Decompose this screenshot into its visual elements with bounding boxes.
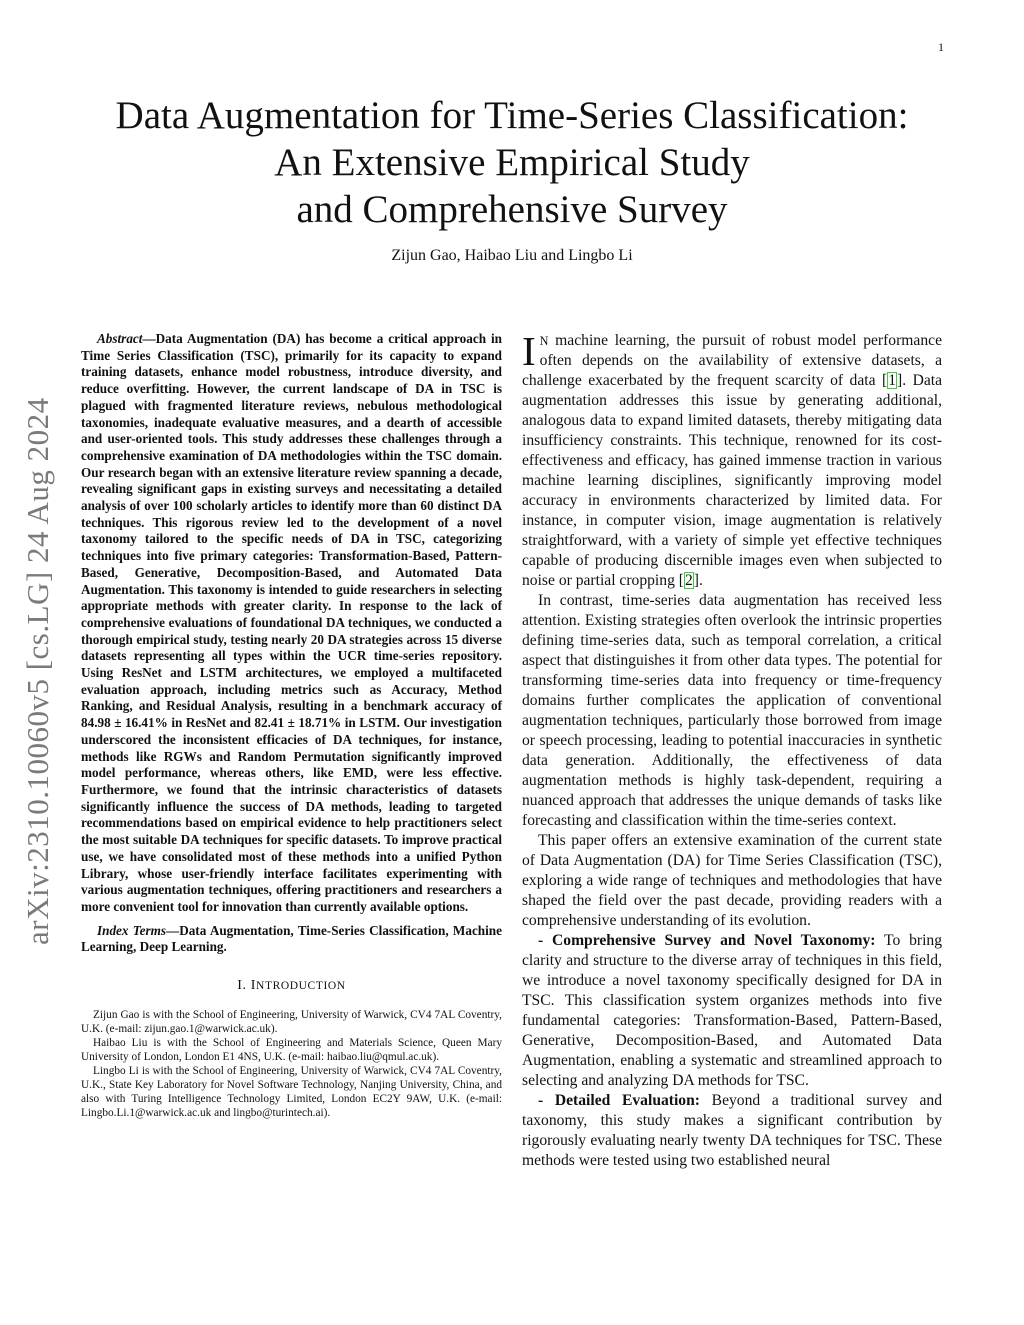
arxiv-identifier[interactable]: arXiv:2310.10060v5 [cs.LG] 24 Aug 2024	[20, 397, 55, 945]
page-number: 1	[938, 40, 944, 54]
contribution-heading-taxonomy: - Comprehensive Survey and Novel Taxonomy:	[538, 932, 876, 949]
section-title-rest: NTRODUCTION	[256, 980, 346, 993]
section-title-initial: I	[250, 978, 257, 994]
intro-paragraph-5	[522, 1091, 942, 1171]
paper-title-line-1: Data Augmentation for Time-Series Classification:	[115, 94, 909, 137]
intro-paragraph-3: This paper offers an extensive examination of the current state of Data Augmentation (DA) for Time Series Classification (TSC), exploring a wide range of techniques and methodologies that have shaped the field over the past decade, providing readers with a comprehensive understanding of its evolution.	[522, 832, 942, 929]
index-terms-text: —Data Augmentation, Time-Series Classification, Machine Learning, Deep Learning.	[81, 922, 502, 955]
abstract	[81, 331, 502, 916]
section-number: I.	[237, 978, 247, 994]
abstract-text: —Data Augmentation (DA) has become a critical approach in Time Series Classification (TSC), primarily for its capacity to expand training datasets, enhance model robustness, introduce diversity, and reduce overfitting. However, the current landscape of DA in TSC is plagued with fragmented literature reviews, nebulous methodological taxonomies, inadequate evaluative measures, and a dearth of accessible and user-oriented tools. This study addresses these challenges through a comprehensive examination of DA methodologies within the TSC domain. Our research began with an extensive literature review spanning a decade, revealing significant gaps in existing surveys and necessitating a detailed analysis of over 100 scholarly articles to identify more than 60 distinct DA techniques. This rigorous review led to the development of a novel taxonomy tailored to the specific needs of DA in TSC, categorizing techniques into five primary categories: Transformation-Based, Pattern-Based, Generative, Decomposition-Based, and Automated Data Augmentation. This taxonomy is intended to guide researchers in selecting appropriate methods with greater clarity. In response to the lack of comprehensive evaluations of foundational DA techniques, we conducted a thorough empirical study, testing nearly 20 DA strategies across 15 diverse datasets representing all types within the UCR time-series repository. Using ResNet and LSTM architectures, we employed a multifaceted evaluation approach, including metrics such as Accuracy, Method Ranking, and Residual Analysis, resulting in a benchmark accuracy of 84.98 ± 16.41% in ResNet and 82.41 ± 18.71% in LSTM. Our investigation underscored the inconsistent efficacies of DA techniques, for instance, methods like RGWs and Random Permutation significantly improved model performance, whereas others, like EMD, were less effective. Furthermore, we found that the intrinsic characteristics of datasets significantly influence the success of DA methods, leading to targeted recommendations based on empirical evidence to help practitioners select the most suitable DA techniques for specific datasets. To improve practical use, we have consolidated most of these methods into a unified Python Library, whose user-friendly interface facilitates experimenting with various augmentation techniques, offering practitioners and researchers a more convenient tool for innovation than currently available options.	[81, 331, 502, 914]
citation-link-1[interactable]: 1	[888, 372, 896, 389]
contribution-text-taxonomy: To bring clarity and structure to the diverse array of techniques in this field, we introduce a novel taxonomy specifically designed for DA in TSC. This classification system organizes methods into five fundamental categories: Transformation-Based, Pattern-Based, Generative, Decomposition-Based, and Automated Data Augmentation, enabling a systematic and streamlined approach to selecting and analyzing DA methods for TSC.	[522, 932, 942, 1089]
intro-p1-text-end: ].	[693, 572, 703, 589]
paper-authors: Zijun Gao, Haibao Liu and Lingbo Li	[391, 247, 633, 264]
intro-smallcaps: N	[539, 334, 549, 348]
index-terms	[81, 923, 502, 956]
footnote-author-1: Zijun Gao is with the School of Engineering, University of Warwick, CV4 7AL Coventry, U.K. (e-mail: zijun.gao.1@warwick.ac.uk).	[81, 1009, 502, 1036]
footnote-author-3: Lingbo Li is with the School of Engineering, University of Warwick, CV4 7AL Coventry, U.K., State Key Laboratory for Novel Software Technology, Nanjing University, China, and also with Turing Intelligence Technology Limited, London EC2Y 9AW, U.K. (e-mail: Lingbo.Li.1@warwick.ac.uk and lingbo@turintech.ai).	[81, 1065, 502, 1120]
drop-cap: I	[522, 328, 536, 374]
section-heading-introduction	[81, 978, 502, 994]
contribution-text-evaluation: Beyond a traditional survey and taxonomy, this study makes a significant contribution by rigorously evaluating nearly twenty DA techniques for TSC. These methods were tested using two established neural	[522, 1092, 943, 1169]
intro-p1-text-b: ]. Data augmentation addresses this issue by generating additional, analogous data to expand limited datasets, thereby mitigating data insufficiency constraints. This technique, renowned for its cost-effectiveness and efficacy, has gained immense traction in various machine learning disciplines, significantly improving model accuracy in environments characterized by limited data. For instance, in computer vision, image augmentation is relatively straightforward, with a variety of simple yet effective techniques capable of producing discernible images even when subjected to noise or partial cropping [	[522, 372, 942, 589]
footnote-author-2: Haibao Liu is with the School of Engineering and Materials Science, Queen Mary University of London, London E1 4NS, U.K. (e-mail: haibao.liu@qmul.ac.uk).	[81, 1037, 502, 1064]
contribution-heading-evaluation: - Detailed Evaluation:	[538, 1092, 700, 1109]
intro-paragraph-4	[522, 931, 942, 1091]
right-column	[522, 328, 943, 1171]
intro-paragraph-2: In contrast, time-series data augmentation has received less attention. Existing strategies often overlook the intrinsic properties defining time-series data, such as temporal correlation, a critical aspect that distinguishes it from other data types. The potential for transforming time-series data into frequency or time-frequency domains further complicates the application of conventional augmentation techniques, particularly those borrowed from image or speech processing, leading to potential inaccuracies in synthetic data generation. Additionally, the effectiveness of data augmentation methods is highly task-dependent, requiring a nuanced approach that addresses the unique demands of tasks like forecasting and classification within the time-series context.	[522, 592, 942, 829]
paper-title-line-3: and Comprehensive Survey	[296, 188, 728, 231]
paper-title-line-2: An Extensive Empirical Study	[274, 141, 750, 184]
title-block	[0, 92, 1024, 265]
citation-link-2[interactable]: 2	[684, 572, 693, 589]
intro-p1-text-a: machine learning, the pursuit of robust model performance often depends on the availability of extensive datasets, a challenge exacerbated by the frequent scarcity of data [	[522, 332, 942, 389]
intro-paragraph-1	[522, 328, 942, 591]
index-terms-lead: Index Terms	[97, 922, 166, 938]
abstract-lead: Abstract	[97, 331, 143, 346]
left-column	[81, 331, 502, 1120]
